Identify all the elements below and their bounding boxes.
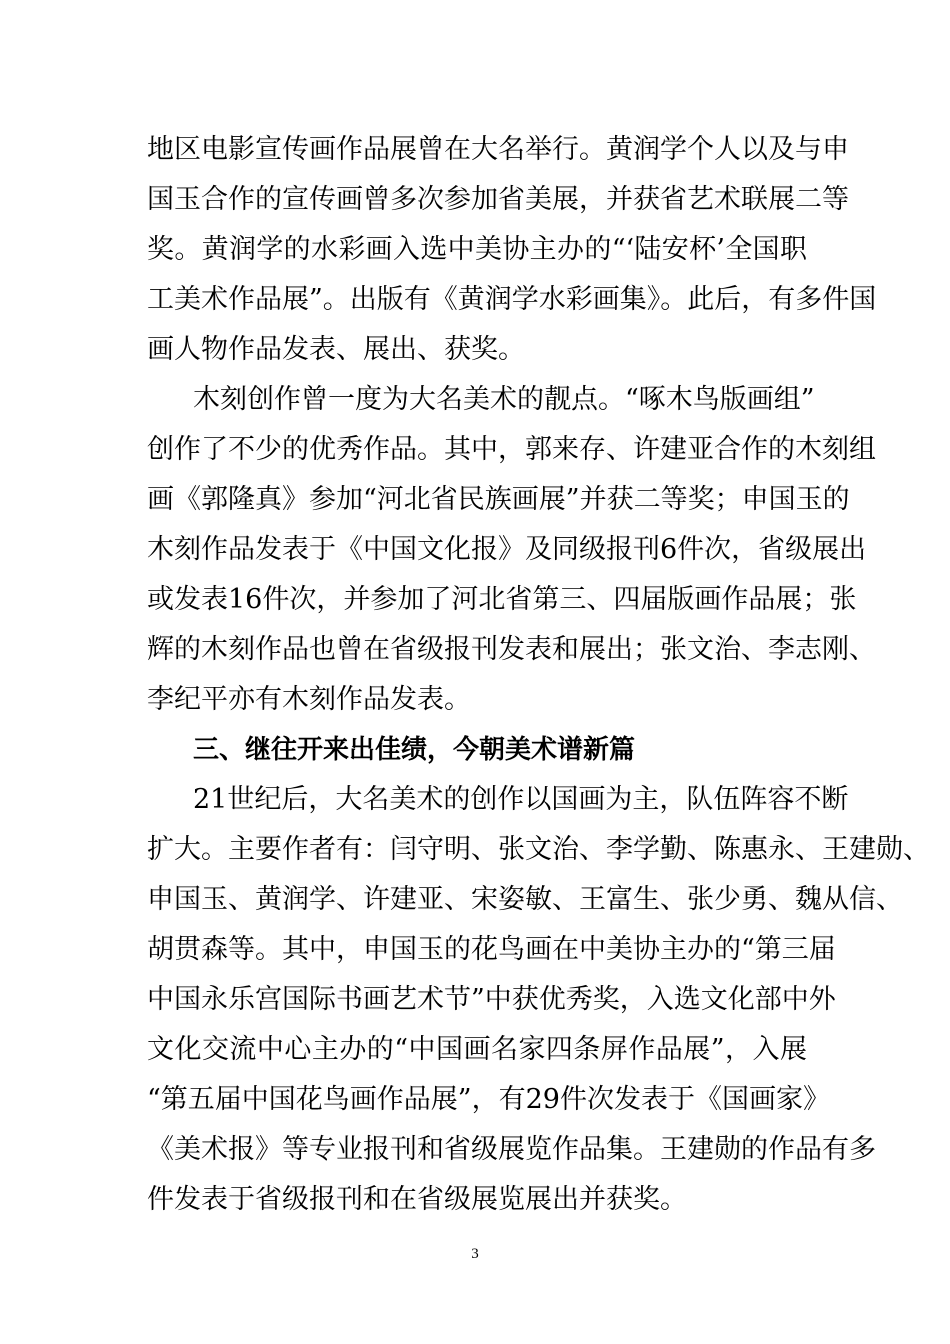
section-heading: 三、继往开来出佳绩，今朝美术谱新篇 (193, 735, 636, 765)
paragraph-2-line-3: 画《郭隆真》参加“河北省民族画展”并获二等奖；申国玉的 (147, 484, 850, 515)
paragraph-2-line-7: 李纪平亦有木刻作品发表。 (147, 684, 471, 715)
paragraph-2-line-4: 木刻作品发表于《中国文化报》及同级报刊6件次，省级展出 (147, 534, 867, 565)
paragraph-2-line-2: 创作了不少的优秀作品。其中，郭来存、许建亚合作的木刻组 (147, 434, 876, 465)
paragraph-3-line-1: 21世纪后，大名美术的创作以国画为主，队伍阵容不断 (193, 784, 849, 815)
paragraph-3-line-9: 件发表于省级报刊和在省级展览展出并获奖。 (147, 1184, 687, 1215)
page-number: 3 (471, 1246, 479, 1262)
paragraph-3-line-2: 扩大。主要作者有：闫守明、张文治、李学勤、陈惠永、王建勋、 (147, 834, 930, 865)
paragraph-1-line-4: 工美术作品展”。出版有《黄润学水彩画集》。此后，有多件国 (147, 284, 877, 315)
paragraph-2-line-6: 辉的木刻作品也曾在省级报刊发表和展出；张文治、李志刚、 (147, 634, 876, 665)
paragraph-1-line-3: 奖。黄润学的水彩画入选中美协主办的“‘陆安杯’全国职 (147, 234, 807, 265)
paragraph-3-line-6: 文化交流中心主办的“中国画名家四条屏作品展”，入展 (147, 1034, 807, 1065)
paragraph-1-line-5: 画人物作品发表、展出、获奖。 (147, 334, 525, 365)
paragraph-2-line-1: 木刻创作曾一度为大名美术的靓点。“啄木鸟版画组” (193, 384, 815, 415)
paragraph-3-line-5: 中国永乐宫国际书画艺术节”中获优秀奖，入选文化部中外 (147, 984, 836, 1015)
paragraph-1-line-2: 国玉合作的宣传画曾多次参加省美展，并获省艺术联展二等 (147, 184, 849, 215)
paragraph-3-line-3: 申国玉、黄润学、许建亚、宋姿敏、王富生、张少勇、魏从信、 (147, 884, 903, 915)
paragraph-2-line-5: 或发表16件次，并参加了河北省第三、四届版画作品展；张 (147, 584, 857, 615)
paragraph-1-line-1: 地区电影宣传画作品展曾在大名举行。黄润学个人以及与申 (147, 134, 849, 165)
paragraph-3-line-8: 《美术报》等专业报刊和省级展览作品集。王建勋的作品有多 (147, 1134, 876, 1165)
paragraph-3-line-7: “第五届中国花鸟画作品展”，有29件次发表于《国画家》 (147, 1084, 830, 1115)
paragraph-3-line-4: 胡贯森等。其中，申国玉的花鸟画在中美协主办的“第三届 (147, 934, 836, 965)
